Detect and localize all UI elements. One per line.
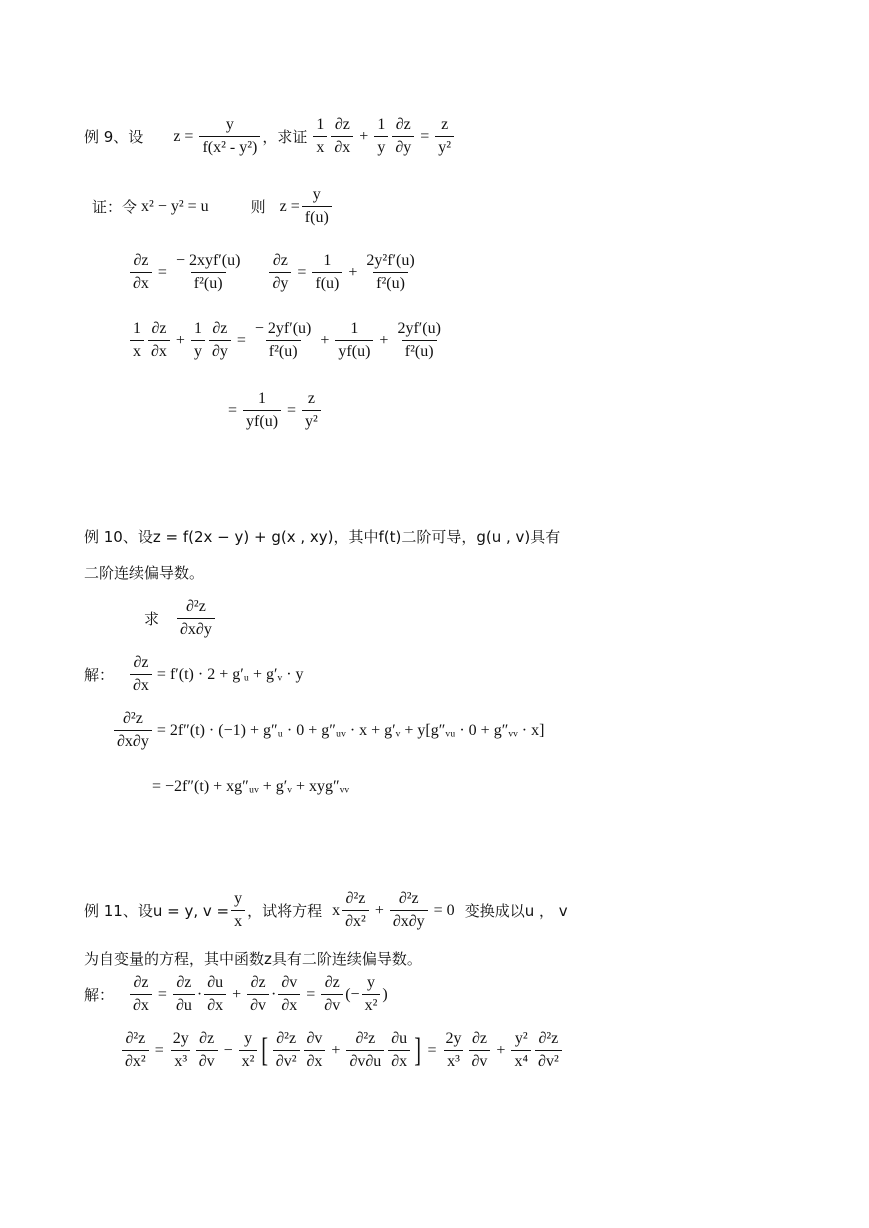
ex10-solution-line3: = −2f″(t) + xg″ᵤᵥ + g′ᵥ + xyg″ᵥᵥ <box>152 778 350 795</box>
ex11-statement-line2: 为自变量的方程，其中函数z具有二阶连续偏导数。 <box>84 950 422 968</box>
ex9-result: = $\frac{1}{yf(u)}$ = $\frac{z}{\text{y²}}$ <box>224 390 323 431</box>
ex11-statement-line1: 例 11、设u = y, v = $\frac{y}{x}$ ，试将方程 x $\frac{\text{∂²z}}{\text{∂x²}}$ + $\frac{\text{∂²z}}{\partial x\partial y}$ = 0 变换成以u ， v <box>84 890 568 930</box>
ex9-combined: $\frac{1}{x}$ $\frac{\partial z}{\partial x}$ + $\frac{1}{y}$ $\frac{\partial z}{\partial y}$ = $\frac{- 2yf'(u)}{\text{f²(u)}}$ + $\frac{1}{yf(u)}$ + $\frac{2yf'(u)}{\text{f²(u)}}$ <box>128 320 446 361</box>
ex9-label: 例 9、设 <box>84 128 144 146</box>
ex9-def-fraction: $\frac{y}{\text{f(x² - y²)}}$ <box>199 116 260 157</box>
ex11-solution-line1: 解： $\frac{\partial z}{\partial x}$ = $\frac{\partial z}{\partial u}$ · $\frac{\partial u}{\partial x}$ + $\frac{\partial z}{\partial v}$ · $\frac{\partial v}{\partial x}$ = $\frac{\partial z}{\partial v}$ (− $\frac{y}{\text{x²}}$ ) <box>84 974 388 1014</box>
ex9-statement: 例 9、设 z = $\frac{y}{\text{f(x² - y²)}}$ ，求证 $\frac{1}{x}$ $\frac{\partial z}{\partial x}$ + $\frac{1}{y}$ $\frac{\partial z}{\partial y}$ = $\frac{z}{\text{y²}}$ <box>84 116 456 157</box>
ex10-solution-line1: 解： $\frac{\partial z}{\partial x}$ = f′(t) · 2 + g′ᵤ + g′ᵥ · y <box>84 654 304 694</box>
ex10-solution-line2: $\frac{\text{∂²z}}{\partial x\partial y}$ = 2f″(t) · (−1) + g″ᵤ · 0 + g″ᵤᵥ · x + g′ᵥ + y[g″ᵥᵤ · 0 + g″ᵥᵥ · x] <box>112 710 544 751</box>
ex10-statement-line1: 例 10、设z = f(2x − y) + g(x , xy)，其中f(t)二阶可导，g(u , v)具有 <box>84 528 561 546</box>
ex10-statement-line2: 二阶连续偏导数。 <box>84 564 205 582</box>
ex9-proof-setup: 证：令 x² − y² = u 则 z = $\frac{y}{f(u)}$ <box>92 186 334 227</box>
ex10-seek: 求 $\frac{\text{∂²z}}{\partial x\partial y}$ <box>144 598 217 639</box>
ex11-solution-line2: $\frac{\text{∂²z}}{\text{∂x²}}$ = $\frac{2y}{\text{x³}}$ $\frac{\partial z}{\partial v}$ − $\frac{y}{\text{x²}}$ [ $\frac{\text{∂²z}}{\text{∂v²}}$ $\frac{\partial v}{\partial x}$ + $\frac{\text{∂²z}}{\partial v\partial u}$ $\frac{\partial u}{\partial x}$ ] = $\frac{2y}{\text{x³}}$ $\frac{\partial z}{\partial v}$ + $\frac{\text{y²}}{\text{x⁴}}$ $\frac{\text{∂²z}}{\text{∂v²}}$ <box>120 1030 564 1071</box>
ex9-partials: $\frac{\partial z}{\partial x}$ = $\frac{\text{− 2xyf′(u)}}{\text{f²(u)}}$ $\frac{\partial z}{\partial y}$ = $\frac{1}{f(u)}$ + $\frac{\text{2y²f′(u)}}{\text{f²(u)}}$ <box>128 252 420 293</box>
